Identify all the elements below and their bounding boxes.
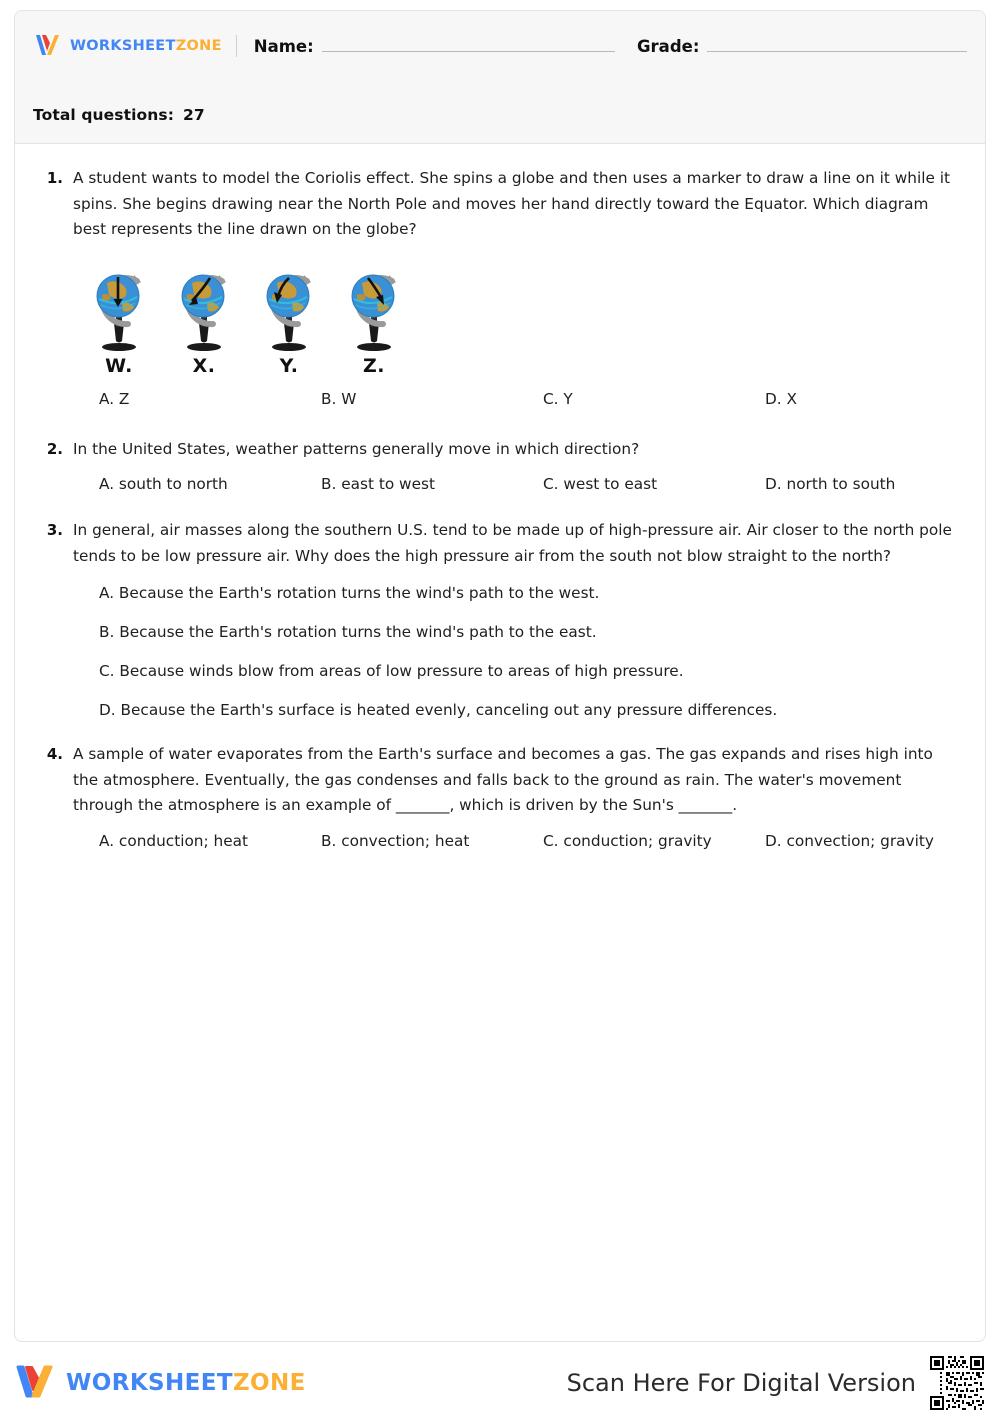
question-2-option-b[interactable]: B. east to west (321, 475, 435, 493)
question-1-option-b[interactable]: B. W (321, 389, 357, 408)
total-questions (33, 106, 205, 124)
question-1-figure (89, 261, 963, 377)
logo-text-worksheet: WORKSHEET (70, 38, 176, 54)
question-2-option-c[interactable]: C. west to east (543, 475, 658, 493)
footer-logo-text-worksheet: WORKSHEET (66, 1370, 233, 1396)
question-4 (37, 742, 963, 853)
question-3-text: In general, air masses along the southern U.S. tend to be made up of high-pressure air. Air closer to the north pole tends to be low pressure air. Why does the high pressure air from the south not blow straight to the north? (73, 521, 952, 565)
question-4-text: A sample of water evaporates from the Earth's surface and becomes a gas. The gas expands and rises high into the atmosphere. Eventually, the gas condenses and falls back to the ground as rain. The water's movement through the atmosphere is an example of _______, which is driven by the Sun's _______. (73, 745, 933, 814)
header-divider (236, 35, 237, 57)
header-logo (33, 33, 222, 59)
qr-code-icon[interactable] (928, 1354, 986, 1412)
questions-container (15, 144, 985, 853)
question-3-stem (37, 518, 963, 569)
header-row (33, 31, 967, 61)
question-2-option-a[interactable]: A. south to north (99, 475, 228, 493)
globe-option-z[interactable] (344, 261, 404, 377)
question-3-option-b[interactable]: B. Because the Earth's rotation turns the wind's path to the east. (99, 623, 597, 641)
name-input-line[interactable] (322, 37, 615, 52)
header-logo-text (70, 38, 222, 54)
question-4-number: 4. (46, 745, 63, 763)
question-1-option-d[interactable]: D. X (765, 389, 797, 408)
globe-option-w[interactable] (89, 261, 149, 377)
globe-option-x[interactable] (174, 261, 234, 377)
question-1 (37, 166, 963, 411)
worksheet-header (15, 11, 985, 144)
globe-z-label: Z. (363, 354, 385, 377)
footer-logo-text-zone: ZONE (232, 1370, 306, 1396)
total-questions-label: Total questions: (33, 106, 175, 124)
question-3-number: 3. (46, 521, 63, 539)
grade-input-line[interactable] (707, 37, 967, 52)
question-4-stem (37, 742, 963, 819)
name-field[interactable] (254, 37, 615, 56)
question-4-options (99, 829, 963, 853)
question-1-text: A student wants to model the Coriolis effect. She spins a globe and then uses a marker to draw a line on it while it spins. She begins drawing near the North Pole and moves her hand directly toward the Equator. Which diagram best represents the line drawn on the globe? (73, 169, 951, 238)
globe-x-icon (174, 261, 234, 353)
question-3 (37, 518, 963, 722)
question-1-options (99, 387, 963, 411)
total-questions-count: 27 (183, 106, 205, 124)
worksheet-page (14, 10, 986, 1342)
question-1-number: 1. (46, 169, 63, 187)
question-4-option-d[interactable]: D. convection; gravity (765, 831, 934, 850)
grade-field[interactable] (637, 37, 967, 56)
question-3-option-c[interactable]: C. Because winds blow from areas of low pressure to areas of high pressure. (99, 662, 684, 680)
question-1-stem (37, 166, 963, 243)
worksheet-zone-v-logo-icon (14, 1364, 56, 1402)
globe-w-icon (89, 261, 149, 353)
worksheet-zone-v-logo-icon (33, 33, 63, 59)
footer-logo-text (66, 1370, 306, 1396)
question-3-option-d[interactable]: D. Because the Earth's surface is heated evenly, canceling out any pressure differences. (99, 701, 778, 719)
question-2 (37, 437, 963, 497)
question-2-options (99, 472, 963, 496)
globe-y-icon (259, 261, 319, 353)
globe-z-icon (344, 261, 404, 353)
question-3-options (99, 581, 963, 722)
question-1-option-c[interactable]: C. Y (543, 389, 573, 408)
question-4-option-c[interactable]: C. conduction; gravity (543, 831, 712, 850)
logo-text-zone: ZONE (175, 38, 222, 54)
question-4-option-b[interactable]: B. convection; heat (321, 831, 470, 850)
grade-label: Grade: (637, 36, 700, 56)
question-4-option-a[interactable]: A. conduction; heat (99, 831, 248, 850)
footer-logo (14, 1364, 306, 1402)
question-2-option-d[interactable]: D. north to south (765, 475, 896, 493)
question-2-stem (37, 437, 963, 463)
question-2-text: In the United States, weather patterns generally move in which direction? (73, 439, 640, 458)
question-3-option-a[interactable]: A. Because the Earth's rotation turns the wind's path to the west. (99, 584, 600, 602)
scan-prompt-text: Scan Here For Digital Version (566, 1369, 916, 1397)
worksheet-footer (0, 1352, 1000, 1414)
name-label: Name: (253, 36, 314, 56)
globe-y-label: Y. (279, 354, 299, 377)
question-1-option-a[interactable]: A. Z (99, 389, 130, 408)
globe-w-label: W. (105, 354, 133, 377)
globe-x-label: X. (192, 354, 216, 377)
globe-option-y[interactable] (259, 261, 319, 377)
question-2-number: 2. (46, 439, 63, 458)
